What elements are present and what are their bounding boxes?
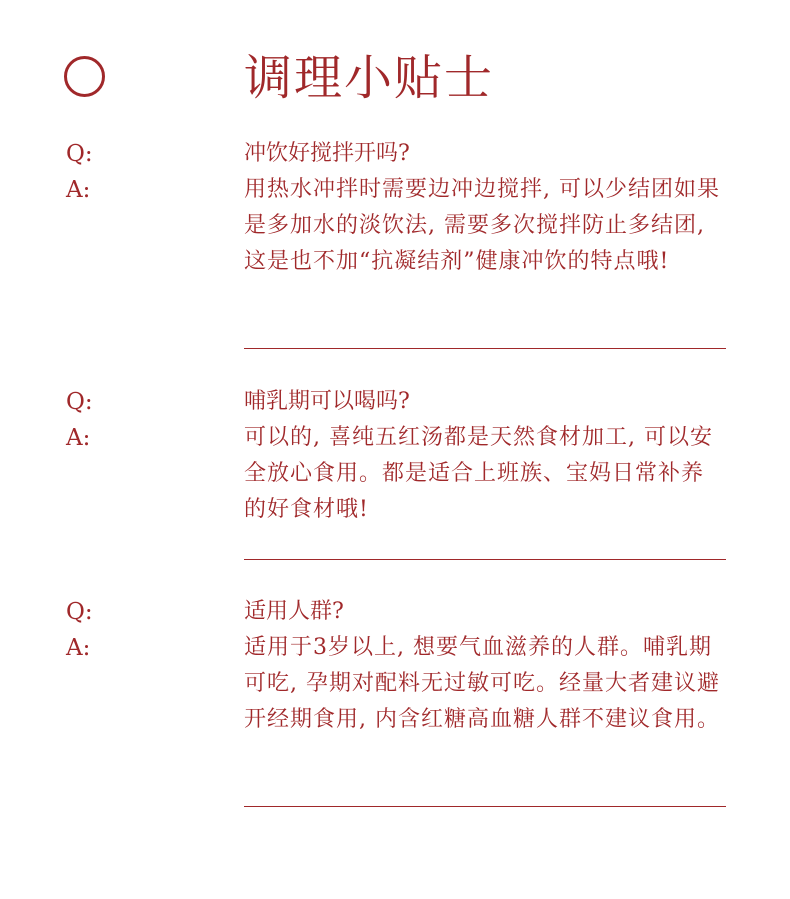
answer-label: A: (66, 635, 91, 661)
circle-icon (64, 56, 105, 97)
divider-line (244, 806, 726, 807)
qa-item-3 (0, 594, 790, 732)
page-title: 调理小贴士 (244, 50, 495, 106)
question-text: 冲饮好搅拌开吗? (244, 141, 410, 166)
answer-row (0, 420, 790, 522)
qa-item-2 (0, 384, 790, 522)
question-text: 适用人群? (244, 599, 344, 624)
answer-text: 可以的, 喜纯五红汤都是天然食材加工, 可以安全放心食用。都是适合上班族、宝妈日常补养的好食材哦! (244, 425, 713, 522)
divider-line (244, 559, 726, 560)
divider-line (244, 348, 726, 349)
question-row (0, 594, 790, 630)
question-row (0, 384, 790, 420)
answer-row (0, 630, 790, 732)
answer-text: 用热水冲拌时需要边冲边搅拌, 可以少结团如果是多加水的淡饮法, 需要多次搅拌防止多结团, 这是也不加“抗凝结剂”健康冲饮的特点哦! (244, 177, 720, 274)
question-text: 哺乳期可以喝吗? (244, 389, 410, 414)
question-label: Q: (66, 599, 93, 625)
answer-label: A: (66, 425, 91, 451)
question-label: Q: (66, 141, 93, 167)
answer-row (0, 172, 790, 274)
answer-text: 适用于3岁以上, 想要气血滋养的人群。哺乳期可吃, 孕期对配料无过敏可吃。经量大者建议避开经期食用, 内含红糖高血糖人群不建议食用。 (244, 635, 720, 732)
question-row (0, 136, 790, 172)
qa-item-1 (0, 136, 790, 274)
answer-label: A: (66, 177, 91, 203)
question-label: Q: (66, 389, 93, 415)
